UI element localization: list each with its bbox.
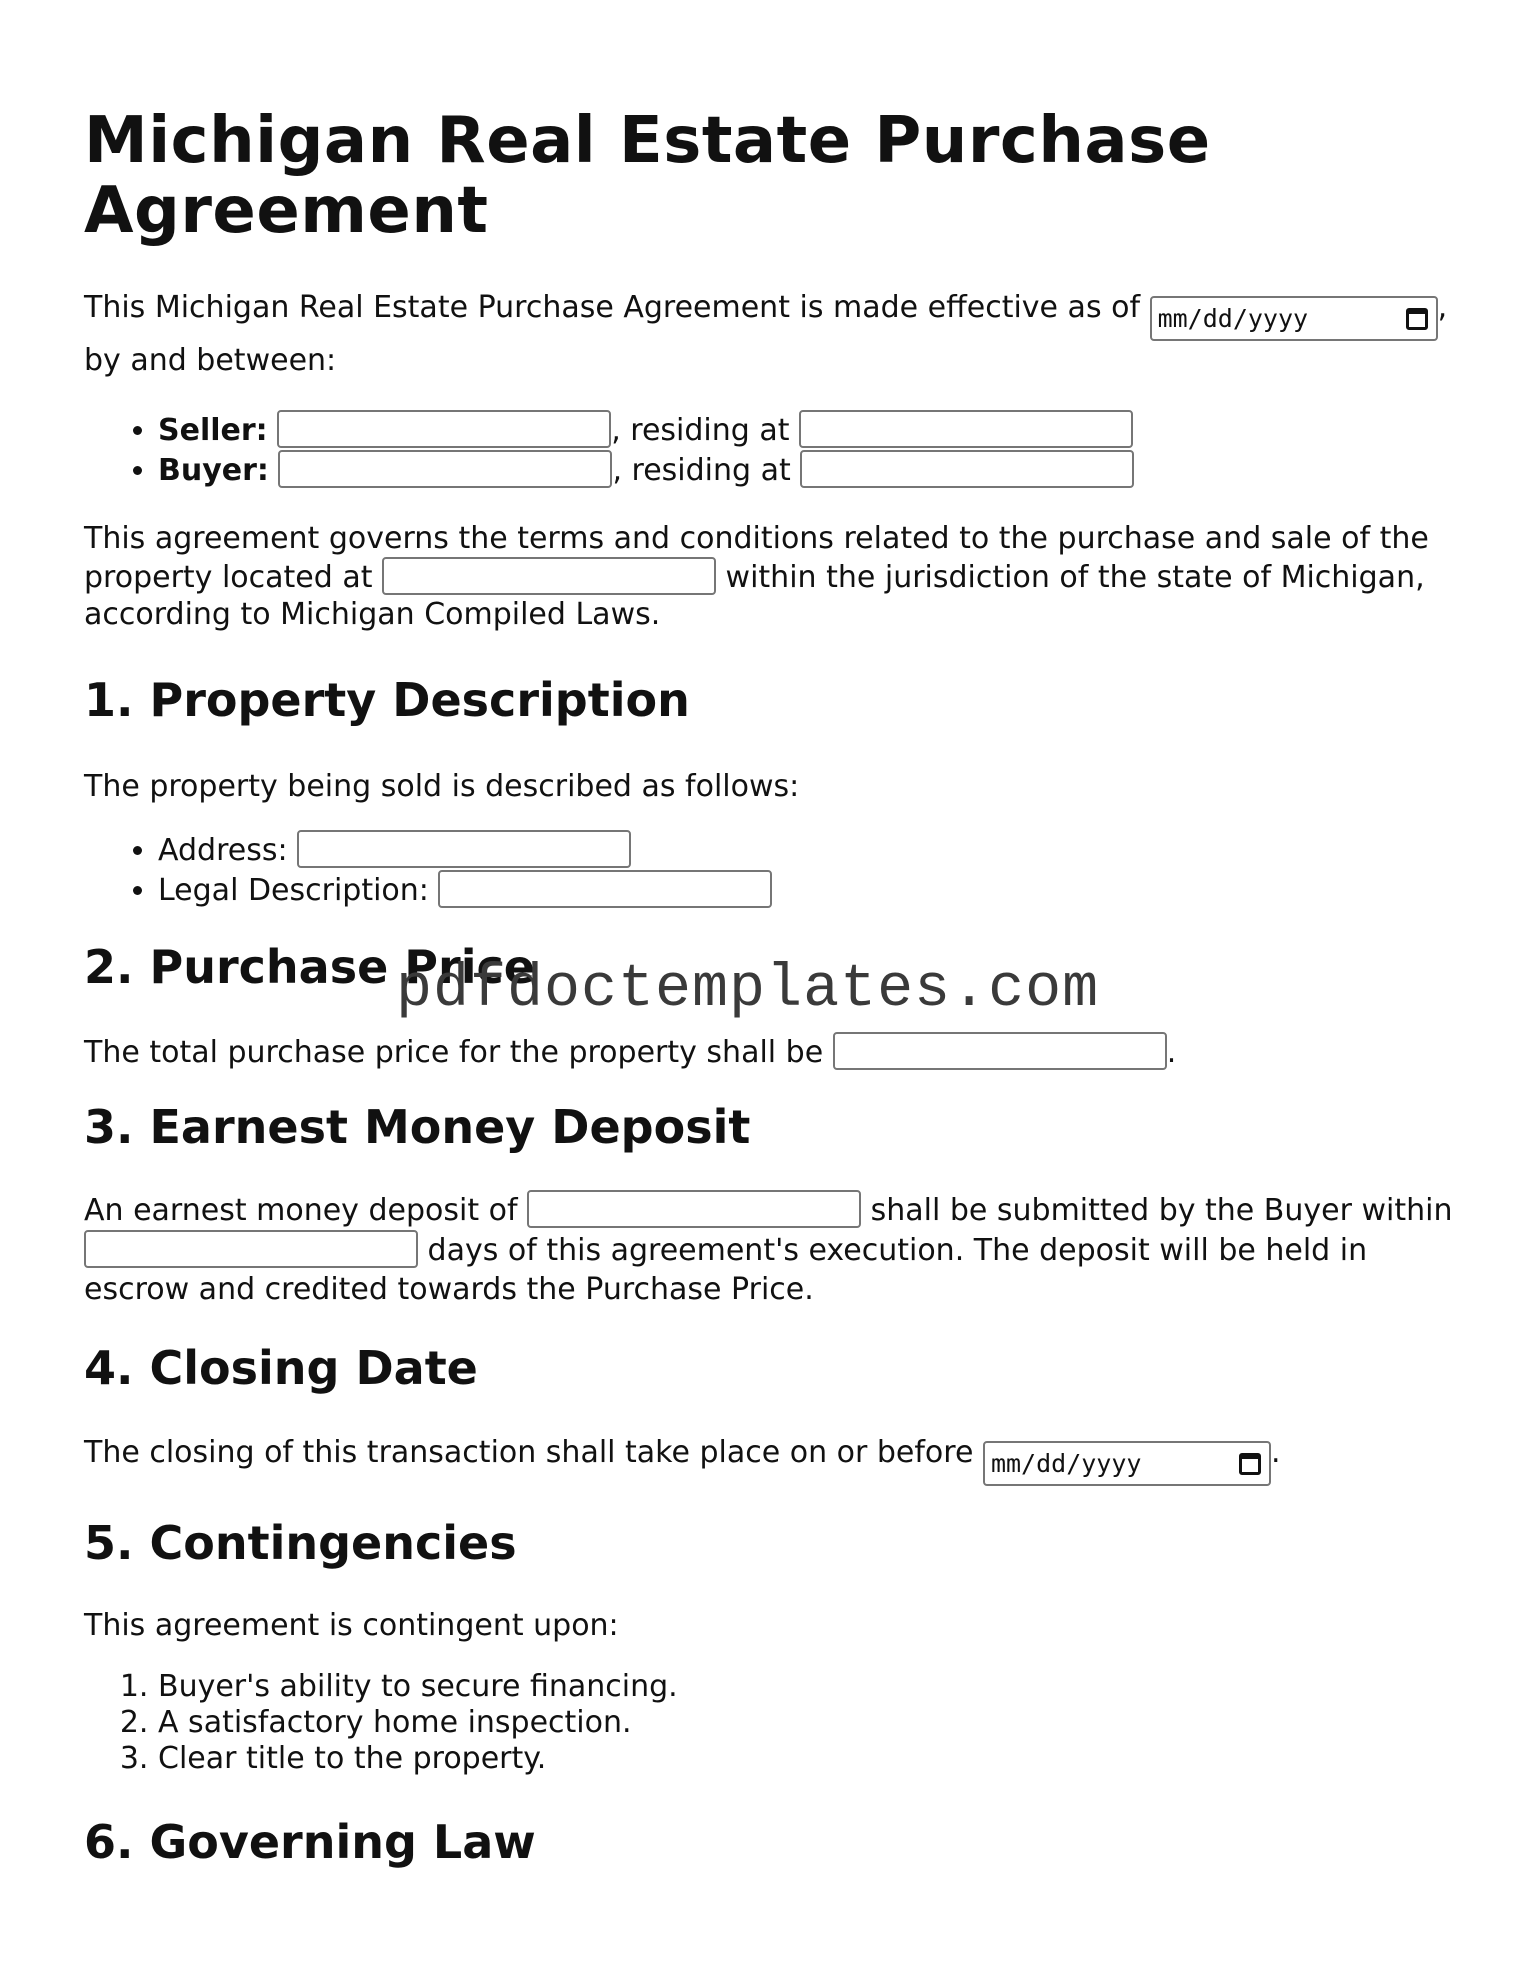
earnest-amount-input[interactable] — [527, 1190, 861, 1228]
earnest-text-3: days of this agreement's execution. The deposit will be held in escrow and credited towards the Purchase Price. — [84, 1233, 1368, 1307]
governs-text-1: This agreement governs the terms and conditions related to the purchase and sale of the property located at — [84, 521, 1429, 595]
contingency-item: 3. Clear title to the property. — [158, 1741, 1464, 1777]
legal-description-label: Legal Description: — [158, 873, 429, 908]
property-list — [84, 830, 1464, 910]
section-1-text: The property being sold is described as follows: — [84, 769, 800, 804]
seller-residing-text: , residing at — [611, 413, 790, 448]
seller-name-input[interactable] — [277, 410, 611, 448]
purchase-price-end: . — [1166, 1035, 1177, 1070]
contingency-item: 2. A satisfactory home inspection. — [158, 1705, 1464, 1741]
calendar-icon[interactable] — [1406, 308, 1428, 330]
section-3-heading: 3. Earnest Money Deposit — [84, 1100, 751, 1154]
intro-comma: , — [1437, 290, 1448, 325]
intro-paragraph — [84, 288, 1464, 380]
seller-label: Seller: — [158, 413, 268, 448]
address-item — [158, 830, 1464, 870]
watermark: pdfdoctemplates.com — [396, 956, 1100, 1024]
earnest-text-1: An earnest money deposit of — [84, 1193, 528, 1228]
effective-date-input[interactable] — [1150, 296, 1438, 341]
earnest-text-2: shall be submitted by the Buyer within — [861, 1193, 1453, 1228]
buyer-label: Buyer: — [158, 453, 269, 488]
buyer-address-input[interactable] — [800, 450, 1134, 488]
earnest-money-paragraph — [84, 1190, 1464, 1309]
section-4-heading: 4. Closing Date — [84, 1341, 478, 1395]
page-title: Michigan Real Estate Purchase Agreement — [84, 104, 1211, 248]
closing-date-input[interactable] — [983, 1441, 1271, 1486]
closing-date-paragraph — [84, 1433, 1464, 1486]
closing-text: The closing of this transaction shall take place on or before — [84, 1435, 983, 1470]
calendar-icon[interactable] — [1239, 1453, 1261, 1475]
section-1-heading: 1. Property Description — [84, 673, 690, 727]
seller-address-input[interactable] — [799, 410, 1133, 448]
address-label: Address: — [158, 833, 288, 868]
date-placeholder: mm/dd/yyyy — [1157, 304, 1309, 333]
legal-description-item — [158, 870, 1464, 910]
contingency-item: 1. Buyer's ability to secure financing. — [158, 1669, 1464, 1705]
contingencies-intro: This agreement is contingent upon: — [84, 1608, 619, 1643]
property-location-input[interactable] — [382, 557, 716, 595]
intro-text: This Michigan Real Estate Purchase Agreement is made effective as of — [84, 290, 1150, 325]
parties-list — [84, 410, 1464, 490]
buyer-residing-text: , residing at — [612, 453, 791, 488]
closing-date-placeholder: mm/dd/yyyy — [990, 1449, 1142, 1478]
section-6-heading: 6. Governing Law — [84, 1815, 536, 1869]
purchase-price-input[interactable] — [833, 1032, 1167, 1070]
section-5-heading: 5. Contingencies — [84, 1516, 517, 1570]
purchase-price-text: The total purchase price for the property shall be — [84, 1035, 833, 1070]
contingencies-list — [84, 1669, 1464, 1777]
address-input[interactable] — [297, 830, 631, 868]
intro-continuation: by and between: — [84, 343, 337, 378]
buyer-name-input[interactable] — [278, 450, 612, 488]
buyer-item — [158, 450, 1464, 490]
legal-description-input[interactable] — [438, 870, 772, 908]
section-2-heading: 2. Purchase Price — [84, 940, 535, 994]
seller-item — [158, 410, 1464, 450]
governs-paragraph — [84, 520, 1464, 633]
governs-text-2: within the jurisdiction of the state of Michigan, according to Michigan Compiled Laws. — [84, 560, 1425, 632]
purchase-price-paragraph — [84, 1032, 1464, 1072]
closing-end: . — [1270, 1435, 1281, 1470]
earnest-days-input[interactable] — [84, 1230, 418, 1268]
